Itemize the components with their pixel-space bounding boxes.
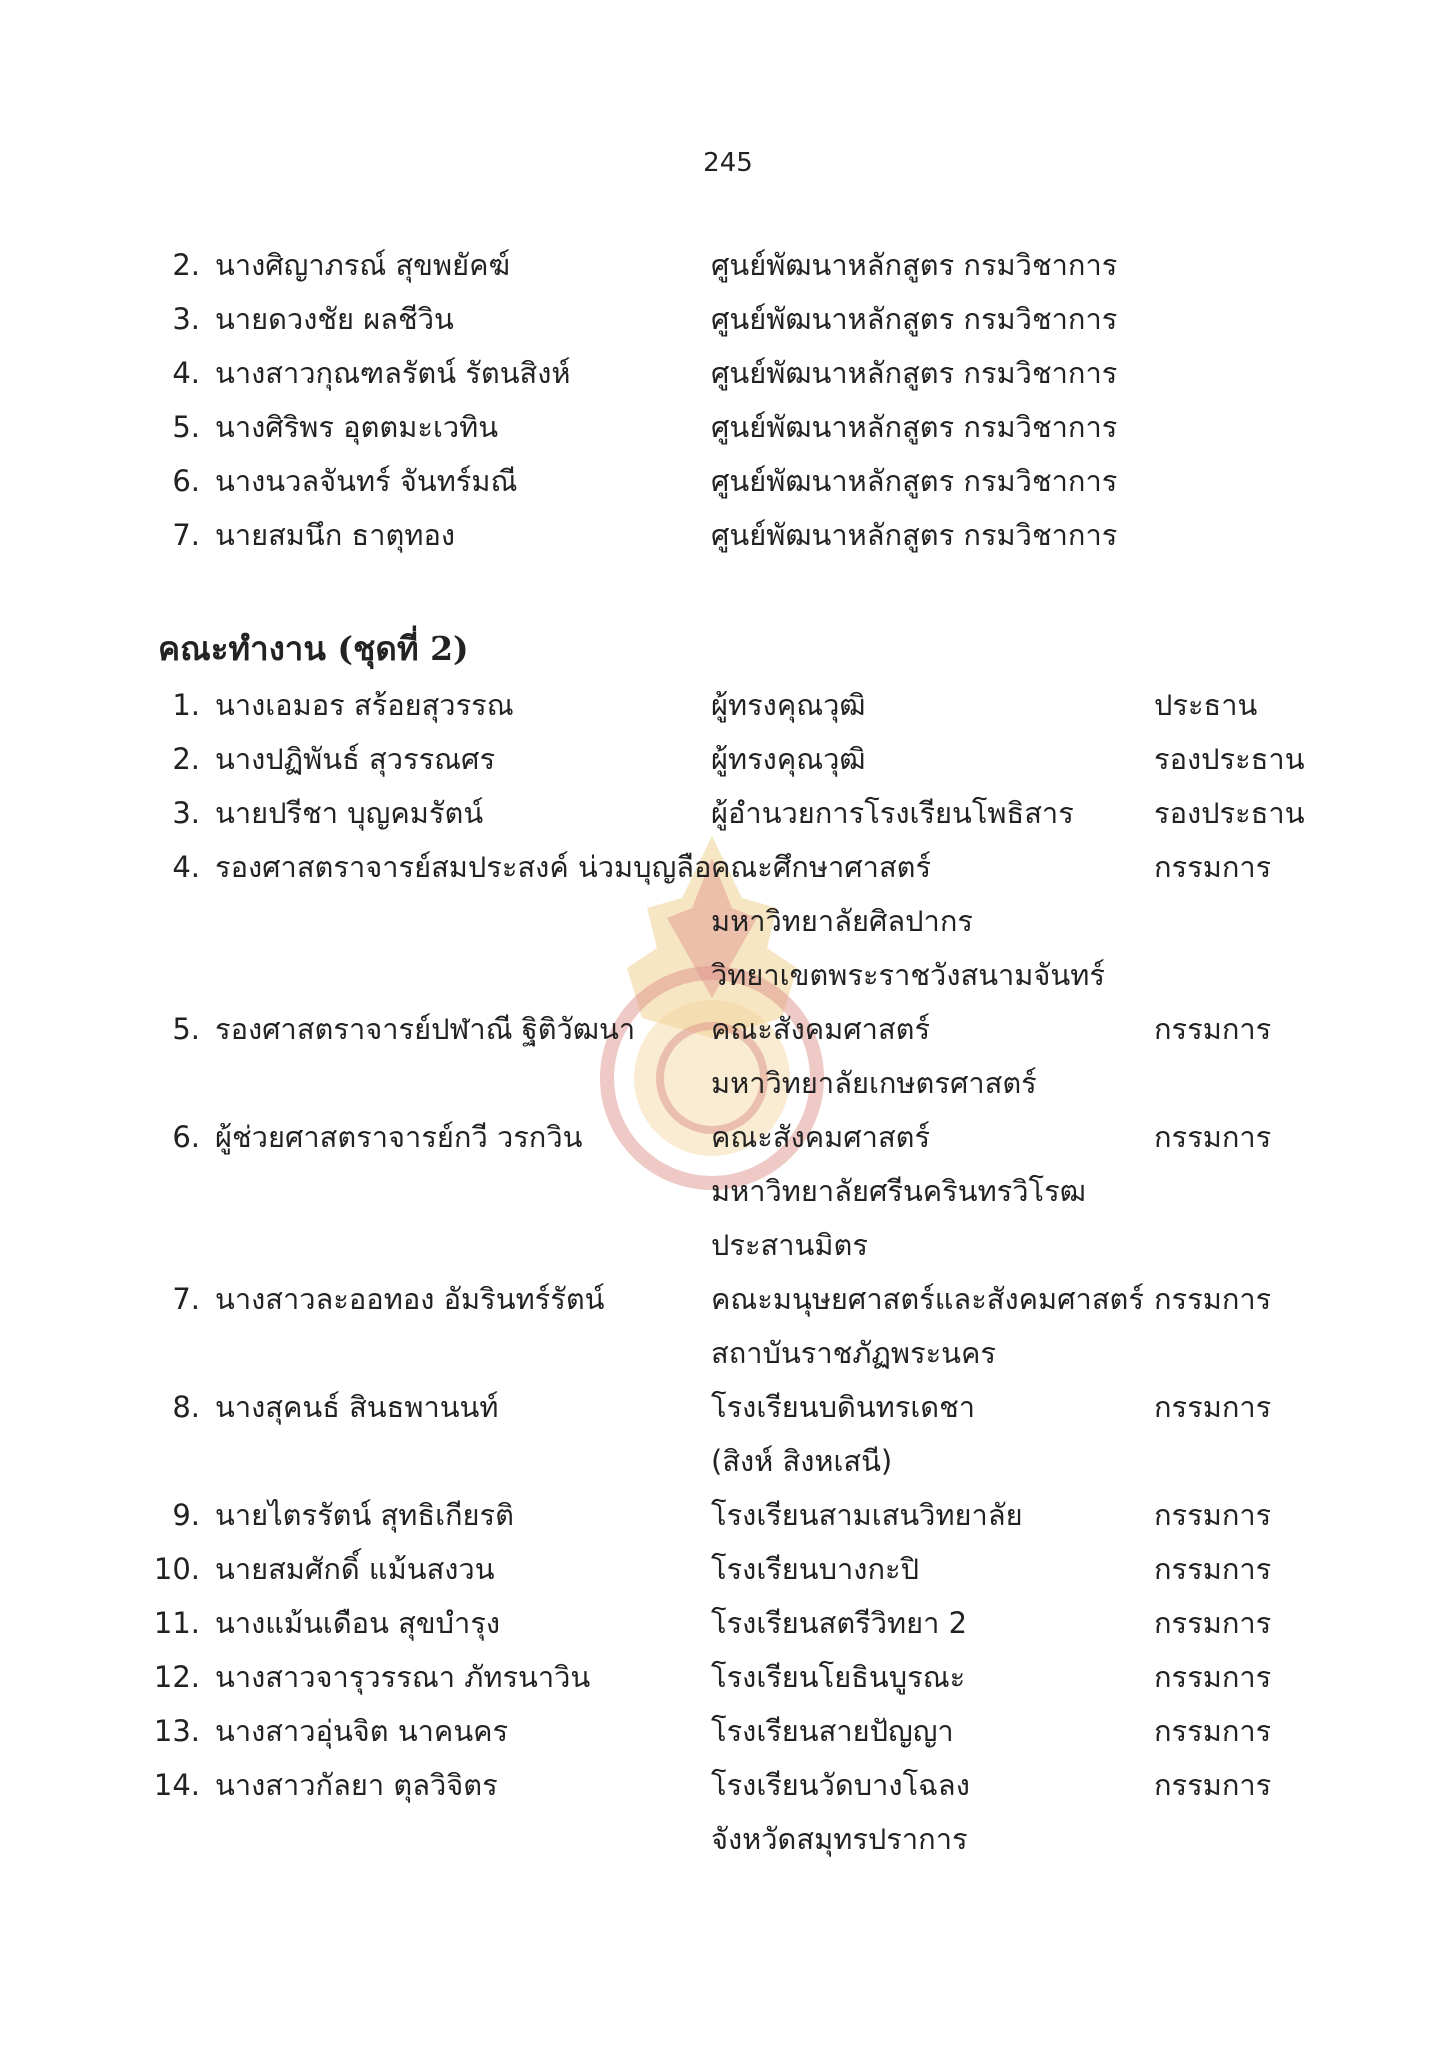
list-item — [0, 1704, 1456, 1758]
member-name: ผู้ช่วยศาสตราจารย์กวี วรกวิน — [215, 1120, 583, 1154]
member-position: รองประธาน — [1154, 796, 1305, 830]
member-position: รองประธาน — [1154, 742, 1305, 776]
list-item-continuation — [0, 1326, 1456, 1380]
list-item-continuation — [0, 894, 1456, 948]
list-item-continuation — [0, 1164, 1456, 1218]
member-name: รองศาสตราจารย์สมประสงค์ น่วมบุญลือ — [215, 850, 712, 884]
member-organization: คณะมนุษยศาสตร์และสังคมศาสตร์ — [711, 1282, 1144, 1316]
member-organization: ผู้ทรงคุณวุฒิ — [711, 742, 866, 776]
member-name: นางสาวกุณฑลรัตน์ รัตนสิงห์ — [215, 356, 571, 390]
list-item — [0, 1758, 1456, 1812]
item-number: 8. — [172, 1390, 200, 1424]
list-item — [0, 400, 1456, 454]
member-position: กรรมการ — [1154, 1714, 1272, 1748]
member-organization: มหาวิทยาลัยศิลปากร — [711, 904, 973, 938]
member-name: นายปรีชา บุญคมรัตน์ — [215, 796, 484, 830]
item-number: 5. — [172, 1012, 200, 1046]
member-name: นางสุคนธ์ สินธพานนท์ — [215, 1390, 499, 1424]
item-number: 9. — [172, 1498, 200, 1532]
item-number: 6. — [172, 1120, 200, 1154]
member-name: นางศิญาภรณ์ สุขพยัคฆ์ — [215, 248, 511, 282]
member-organization: มหาวิทยาลัยศรีนครินทรวิโรฒ — [711, 1174, 1086, 1208]
item-number: 13. — [153, 1714, 200, 1748]
member-organization: คณะสังคมศาสตร์ — [711, 1120, 931, 1154]
item-number: 6. — [172, 464, 200, 498]
list-item-continuation — [0, 1056, 1456, 1110]
member-organization: มหาวิทยาลัยเกษตรศาสตร์ — [711, 1066, 1037, 1100]
item-number: 12. — [153, 1660, 200, 1694]
item-number: 2. — [172, 248, 200, 282]
list-item — [0, 678, 1456, 732]
member-organization: (สิงห์ สิงหเสนี) — [711, 1444, 893, 1478]
list-item-continuation — [0, 948, 1456, 1002]
member-name: นางสาวอุ่นจิต นาคนคร — [215, 1714, 509, 1748]
member-organization: วิทยาเขตพระราชวังสนามจันทร์ — [711, 958, 1105, 992]
member-position: กรรมการ — [1154, 1498, 1272, 1532]
member-position: กรรมการ — [1154, 1768, 1272, 1802]
member-name: นางแม้นเดือน สุขบำรุง — [215, 1606, 501, 1640]
list-item-continuation — [0, 1434, 1456, 1488]
item-number: 5. — [172, 410, 200, 444]
member-organization: โรงเรียนบดินทรเดชา — [711, 1390, 976, 1424]
list-item — [0, 1596, 1456, 1650]
member-organization: โรงเรียนสามเสนวิทยาลัย — [711, 1498, 1023, 1532]
member-organization: ผู้ทรงคุณวุฒิ — [711, 688, 866, 722]
member-name: นางเอมอร สร้อยสุวรรณ — [215, 688, 514, 722]
list-item — [0, 786, 1456, 840]
list-item — [0, 1110, 1456, 1164]
section-heading: คณะทำงาน (ชุดที่ 2) — [158, 629, 469, 668]
item-number: 3. — [172, 302, 200, 336]
member-position: กรรมการ — [1154, 1606, 1272, 1640]
member-name: นายไตรรัตน์ สุทธิเกียรติ — [215, 1498, 514, 1532]
item-number: 7. — [172, 1282, 200, 1316]
item-number: 1. — [172, 688, 200, 722]
list-item — [0, 508, 1456, 562]
member-organization: ประสานมิตร — [711, 1228, 868, 1262]
member-name: นายดวงชัย ผลชีวิน — [215, 302, 454, 336]
member-position: กรรมการ — [1154, 1120, 1272, 1154]
list-item — [0, 292, 1456, 346]
member-position: กรรมการ — [1154, 850, 1272, 884]
member-organization: โรงเรียนสายปัญญา — [711, 1714, 954, 1748]
member-organization: คณะสังคมศาสตร์ — [711, 1012, 931, 1046]
list-item — [0, 1002, 1456, 1056]
member-organization: โรงเรียนโยธินบูรณะ — [711, 1660, 966, 1694]
list-item — [0, 1650, 1456, 1704]
item-number: 3. — [172, 796, 200, 830]
member-organization: สถาบันราชภัฏพระนคร — [711, 1336, 996, 1370]
member-name: นายสมศักดิ์ แม้นสงวน — [215, 1552, 495, 1586]
member-name: รองศาสตราจารย์ปฬาณี ฐิติวัฒนา — [215, 1012, 636, 1046]
member-name: นางสาวกัลยา ตุลวิจิตร — [215, 1768, 498, 1802]
member-position: กรรมการ — [1154, 1012, 1272, 1046]
member-name: นางนวลจันทร์ จันทร์มณี — [215, 464, 518, 498]
list-item — [0, 346, 1456, 400]
member-organization: ศูนย์พัฒนาหลักสูตร กรมวิชาการ — [711, 410, 1118, 444]
item-number: 10. — [153, 1552, 200, 1586]
member-organization: คณะศึกษาศาสตร์ — [711, 850, 932, 884]
page-number: 245 — [703, 148, 753, 178]
member-organization: โรงเรียนบางกะปิ — [711, 1552, 920, 1586]
member-position: กรรมการ — [1154, 1390, 1272, 1424]
member-organization: โรงเรียนวัดบางโฉลง — [711, 1768, 970, 1802]
member-organization: ผู้อำนวยการโรงเรียนโพธิสาร — [711, 796, 1074, 830]
member-position: กรรมการ — [1154, 1282, 1272, 1316]
item-number: 7. — [172, 518, 200, 552]
member-name: นางศิริพร อุตตมะเวทิน — [215, 410, 499, 444]
member-name: นางสาวจารุวรรณา ภัทรนาวิน — [215, 1660, 591, 1694]
item-number: 11. — [153, 1606, 200, 1640]
item-number: 4. — [172, 850, 200, 884]
member-name: นางสาวละออทอง อัมรินทร์รัตน์ — [215, 1282, 605, 1316]
item-number: 2. — [172, 742, 200, 776]
member-organization: จังหวัดสมุทรปราการ — [711, 1822, 968, 1856]
list-item-continuation — [0, 1218, 1456, 1272]
member-organization: ศูนย์พัฒนาหลักสูตร กรมวิชาการ — [711, 518, 1118, 552]
member-organization: ศูนย์พัฒนาหลักสูตร กรมวิชาการ — [711, 248, 1118, 282]
list-item — [0, 238, 1456, 292]
member-organization: ศูนย์พัฒนาหลักสูตร กรมวิชาการ — [711, 302, 1118, 336]
list-item — [0, 454, 1456, 508]
item-number: 14. — [153, 1768, 200, 1802]
list-item — [0, 1542, 1456, 1596]
list-item — [0, 840, 1456, 894]
list-item — [0, 732, 1456, 786]
list-item — [0, 1380, 1456, 1434]
item-number: 4. — [172, 356, 200, 390]
member-organization: โรงเรียนสตรีวิทยา 2 — [711, 1606, 968, 1640]
list-item — [0, 1488, 1456, 1542]
member-name: นายสมนึก ธาตุทอง — [215, 518, 456, 552]
list-item-continuation — [0, 1812, 1456, 1866]
member-position: ประธาน — [1154, 688, 1258, 722]
member-organization: ศูนย์พัฒนาหลักสูตร กรมวิชาการ — [711, 356, 1118, 390]
list-item — [0, 1272, 1456, 1326]
member-name: นางปฏิพันธ์ สุวรรณศร — [215, 742, 496, 776]
member-organization: ศูนย์พัฒนาหลักสูตร กรมวิชาการ — [711, 464, 1118, 498]
member-position: กรรมการ — [1154, 1552, 1272, 1586]
member-position: กรรมการ — [1154, 1660, 1272, 1694]
